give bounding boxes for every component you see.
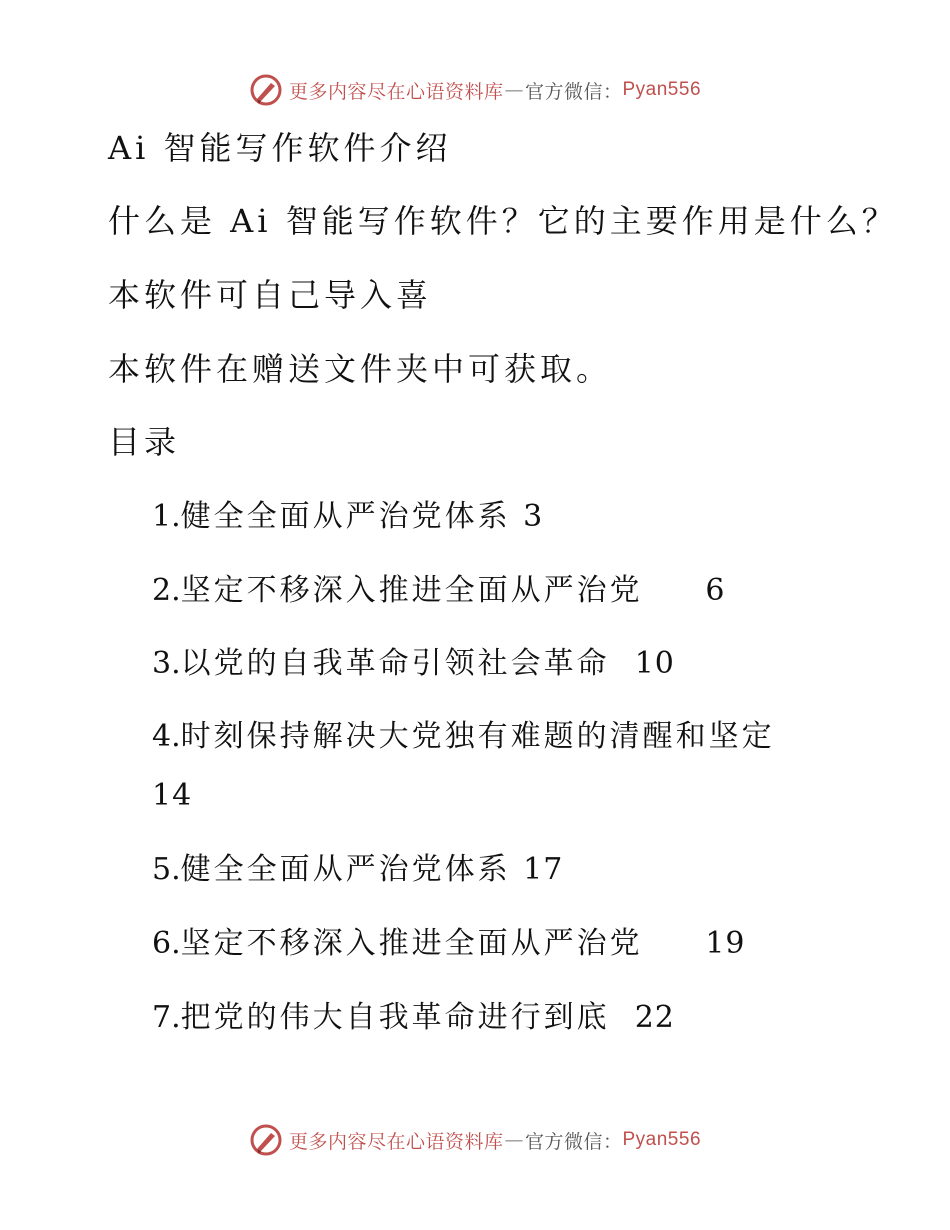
toc-entry-number: 7. — [152, 1000, 181, 1035]
banner-contact-label: 官方微信： — [524, 1130, 623, 1153]
toc-entry-title: 健全全面从严治党体系 — [180, 852, 511, 887]
toc-entry-page: 14 — [152, 778, 193, 813]
toc-entry-title: 健全全面从严治党体系 — [180, 499, 511, 534]
banner-text: 更多内容尽在心语资料库 — [288, 1130, 504, 1153]
toc-entry-number: 3. — [152, 646, 181, 681]
toc-entry-number: 6. — [152, 926, 181, 961]
document-title: Ai 智能写作软件介绍 — [108, 129, 452, 167]
toc-entry-title: 时刻保持解决大党独有难题的清醒和坚定 — [180, 719, 775, 754]
banner-text: 更多内容尽在心语资料库 — [288, 80, 504, 103]
banner-wechat-id: Pyan556 — [622, 79, 702, 100]
toc-entry-page: 17 — [523, 852, 564, 887]
pen-logo-icon — [249, 73, 283, 107]
toc-entry-page-wrapped — [152, 777, 192, 815]
toc-entry[interactable] — [152, 572, 725, 610]
toc-entry[interactable] — [152, 851, 563, 889]
toc-entry-title: 坚定不移深入推进全面从严治党 — [180, 926, 643, 961]
toc-entry-title: 以党的自我革命引领社会革命 — [180, 646, 610, 681]
toc-entry-number: 4. — [152, 719, 181, 754]
toc-entry[interactable] — [152, 718, 775, 756]
toc-entry-number: 5. — [152, 852, 181, 887]
banner-separator: — — [504, 79, 524, 101]
banner-separator: — — [504, 1129, 524, 1151]
toc-entry-page: 3 — [523, 499, 544, 534]
toc-entry-number: 1. — [152, 499, 181, 534]
toc-entry-page: 19 — [705, 926, 746, 961]
obtain-line: 本软件在赠送文件夹中可获取。 — [108, 350, 613, 388]
import-line: 本软件可自己导入喜 — [108, 276, 433, 314]
toc-entry[interactable] — [152, 498, 543, 536]
toc-entry[interactable] — [152, 999, 675, 1037]
toc-entry-page: 22 — [634, 1000, 675, 1035]
header-banner — [0, 70, 950, 110]
pen-logo-icon — [249, 1123, 283, 1157]
document-question: 什么是 Ai 智能写作软件？它的主要作用是什么？ — [108, 202, 898, 240]
toc-entry-number: 2. — [152, 573, 181, 608]
toc-entry[interactable] — [152, 925, 746, 963]
toc-entry-title: 坚定不移深入推进全面从严治党 — [180, 573, 643, 608]
toc-heading: 目录 — [108, 423, 181, 461]
toc-entry-title: 把党的伟大自我革命进行到底 — [180, 1000, 610, 1035]
footer-banner — [0, 1120, 950, 1160]
banner-contact-label: 官方微信： — [524, 80, 623, 103]
banner-wechat-id: Pyan556 — [622, 1129, 702, 1150]
toc-entry-page: 6 — [705, 573, 726, 608]
toc-entry[interactable] — [152, 645, 675, 683]
toc-entry-page: 10 — [634, 646, 675, 681]
